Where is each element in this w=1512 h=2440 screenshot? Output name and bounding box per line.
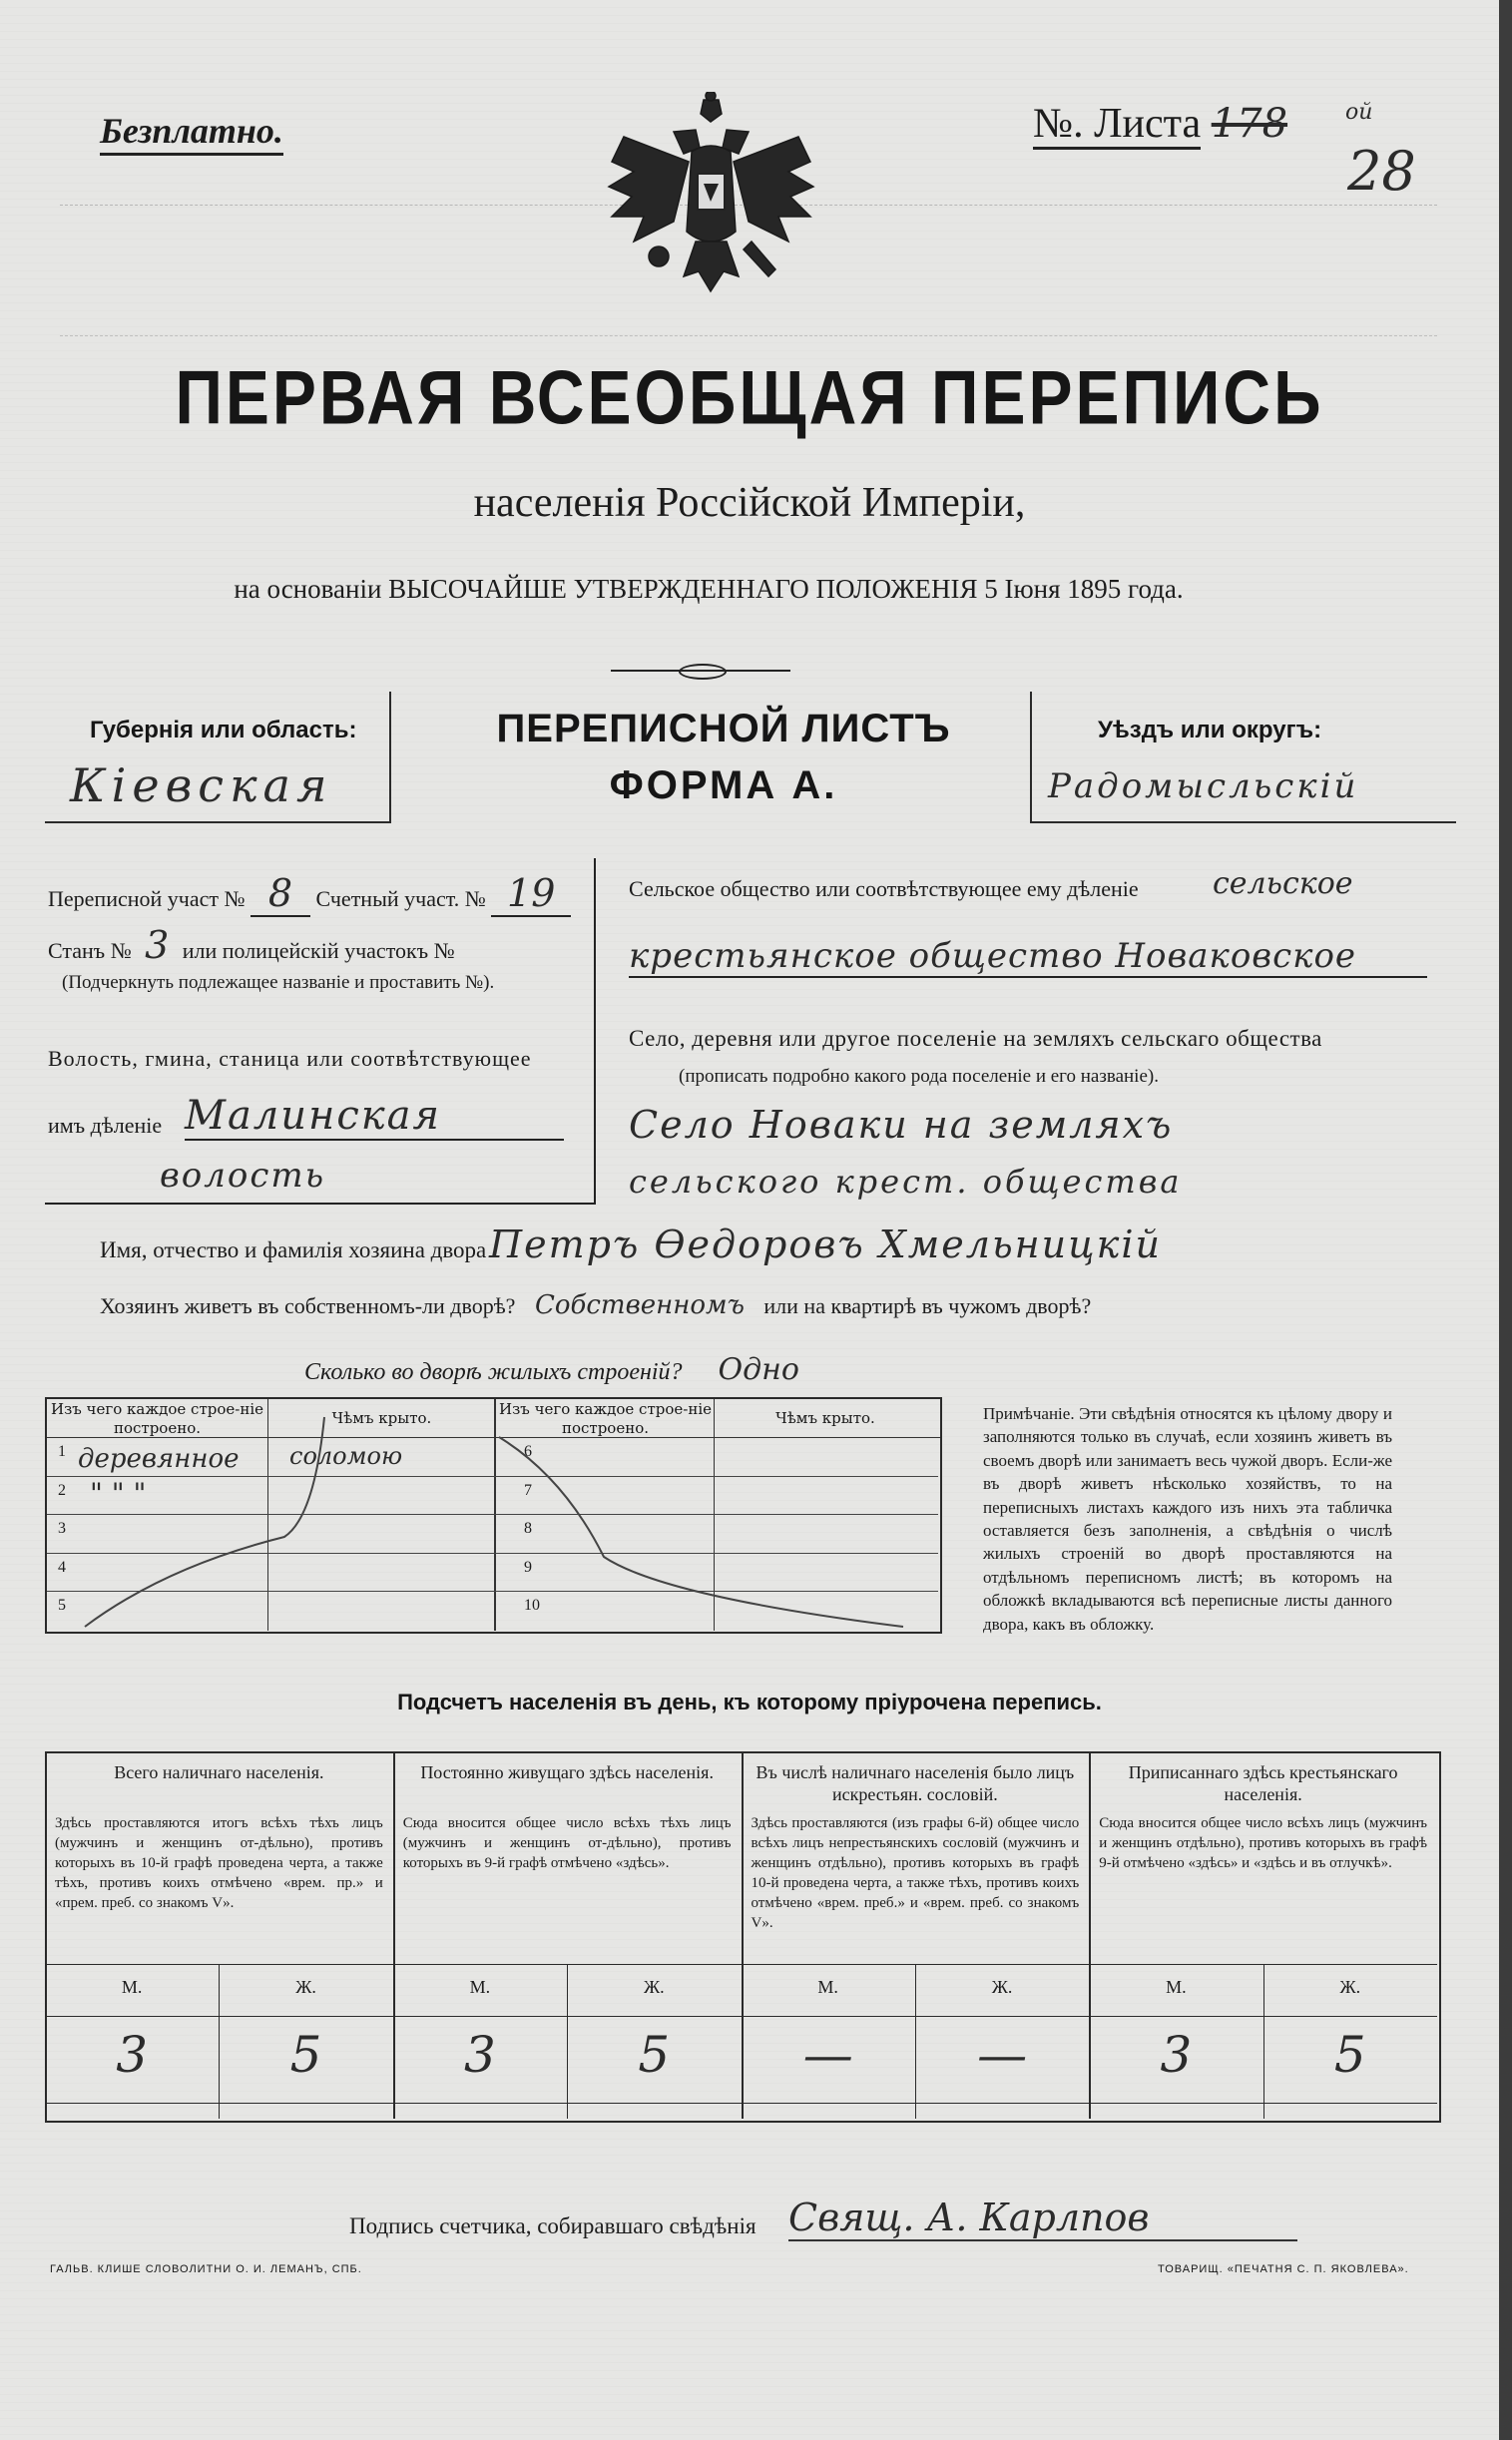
summary-rule: [45, 1964, 393, 1965]
summary-value-m: 3: [1160, 2026, 1193, 2084]
summary-rule: [393, 2016, 742, 2017]
society-label: Сельское общество или соотвѣтствующее ему дѣленіе: [629, 876, 1139, 901]
owner-value: Петръ Өедоровъ Хмельницкій: [489, 1222, 1162, 1266]
summary-value-zh: 5: [289, 2026, 322, 2084]
note-paragraph: Примѣчаніе. Эти свѣдѣнія относятся къ цѣлому двору и заполняются только въ случаѣ, если хозяинъ живетъ въ своемъ дворѣ или занимаетъ весь чужой дворъ. Если-же въ дворѣ живетъ нѣсколько хозяйствъ, то на переписныхъ листахъ каждого изъ нихъ эта табличка оставляется безъ заполненія, а свѣдѣнія о числѣ жилыхъ строеній во дворѣ проставляются на отдѣльномъ переписномъ листѣ; въ которомъ на обложкѣ вкладываются всѣ переписные листы данного двора, какъ въ обложку.: [983, 1404, 1392, 1634]
row1-roof: соломою: [289, 1442, 403, 1470]
summary-sex-label-m: М.: [469, 1977, 491, 1997]
building-col-b-right: Чѣмъ крыто.: [775, 1409, 875, 1427]
summary-group-description: Сюда вносится общее число всѣхъ тѣхъ лицъ (мужчинъ и женщинъ от-дѣльно), противъ которыхъ въ 9-й графѣ отмѣчено «здѣсь».: [402, 1815, 732, 1871]
gubernia-value: Кіевская: [70, 758, 333, 812]
summary-rule: [1089, 2103, 1437, 2104]
building-row-number-right: 9: [524, 1558, 532, 1576]
summary-group-description: Здѣсь проставляются (изъ графы 6-й) общее число всѣхъ лицъ непрестьянскихъ сословій (мужчинъ и женщинъ отдѣльно), противъ которыхъ въ графѣ 10-й проведена черта, а также тѣхъ, противъ коихъ отмѣчено «врем. преб.» и «врем. преб. со знакомъ V».: [751, 1815, 1080, 1931]
summary-sex-label-zh: Ж.: [1339, 1977, 1361, 1997]
summary-rule: [393, 1964, 742, 1965]
summary-sex-label-m: М.: [121, 1977, 143, 1997]
cancel-stroke-lines: [45, 1397, 938, 1630]
left-right-divider: [594, 858, 596, 1203]
volost-label: Волость, гмина, станица или соотвѣтствующее: [48, 1046, 532, 1071]
legal-basis: на основаніи ВЫСОЧАЙШЕ УТВЕРЖДЕННАГО ПОЛОЖЕНІЯ 5 Іюня 1895 года.: [234, 574, 1184, 604]
summary-rule: [45, 2103, 393, 2104]
signature-label: Подпись счетчика, собиравшаго свѣдѣнія: [349, 2213, 756, 2238]
building-row-number-left: 2: [58, 1481, 66, 1499]
building-row-number-left: 4: [58, 1558, 66, 1576]
summary-group-description: Сюда вносится общее число всѣхъ лицъ (мужчинъ и женщинъ отдѣльно), противъ которыхъ въ графѣ 9-й отмѣчено «здѣсь» и «здѣсь и въ отлучкѣ».: [1099, 1815, 1427, 1871]
summary-sex-label-m: М.: [817, 1977, 838, 1997]
building-row-number-left: 5: [58, 1597, 66, 1614]
summary-group-title: Всего наличнаго населенія.: [114, 1762, 324, 1782]
owner-label: Имя, отчество и фамилія хозяина двора: [100, 1237, 487, 1262]
summary-value-m: 3: [116, 2026, 149, 2084]
summary-rule: [1089, 1964, 1437, 1965]
volost-value-2: волость: [160, 1156, 326, 1196]
summary-group-title: Приписаннаго здѣсь крестьянскаго населенія.: [1128, 1762, 1398, 1804]
village-value-1: Село Новаки на земляхъ: [629, 1103, 1174, 1147]
signature-value: Свящ. А. Карлпов: [788, 2196, 1297, 2241]
building-col-b-left: Чѣмъ крыто.: [331, 1409, 432, 1427]
scan-edge: [1499, 0, 1512, 2440]
volost-value-1: Малинская: [185, 1093, 564, 1141]
gubernia-label: Губернія или область:: [90, 717, 357, 743]
uezd-label: Уѣздъ или округъ:: [1098, 717, 1322, 743]
building-row-number-right: 6: [524, 1443, 532, 1460]
sheet-number: №. Листа 178: [1033, 100, 1287, 148]
summary-sex-label-m: М.: [1166, 1977, 1187, 1997]
building-col-a-right: Изъ чего каждое строе-ніе построено.: [499, 1400, 713, 1437]
form-title-line1: ПЕРЕПИСНОЙ ЛИСТЪ: [496, 707, 951, 750]
left-block-bottom-rule: [45, 1203, 596, 1205]
sheet-number-handwritten-sup: ой: [1345, 100, 1373, 125]
form-title-line2: ФОРМА А.: [609, 763, 838, 807]
stan-row: Станъ № 3 или полицейскій участокъ №: [48, 923, 455, 967]
row1-material: деревянное: [78, 1444, 240, 1474]
summary-value-zh: —: [977, 2026, 1028, 2084]
village-value-2: сельского крест. общества: [629, 1163, 1183, 1201]
summary-heading: Подсчетъ населенія въ день, къ которому пріурочена перепись.: [397, 1690, 1102, 1714]
summary-value-m: —: [802, 2026, 853, 2084]
building-row-number-right: 10: [524, 1597, 540, 1614]
building-row-number-left: 1: [58, 1443, 66, 1460]
society-value-2: крестьянское общество Новаковское: [629, 936, 1427, 978]
summary-sex-label-zh: Ж.: [295, 1977, 316, 1997]
summary-sex-label-zh: Ж.: [991, 1977, 1013, 1997]
summary-group-description: Здѣсь проставляются итогъ всѣхъ тѣхъ лицъ (мужчинъ и женщинъ от-дѣльно), противъ которыхъ въ 10-й графѣ проведена черта, а также тѣхъ, противъ коихъ отмѣчено «врем. пр.» и «прем. преб. со знакомъ V».: [55, 1815, 383, 1911]
ornament-divider-center: [679, 664, 727, 680]
village-note: (прописать подробно какого рода поселеніе и его названіе).: [679, 1066, 1159, 1087]
building-col-a-left: Изъ чего каждое строе-ніе построено.: [50, 1400, 263, 1437]
society-value-1: сельское: [1213, 866, 1353, 901]
building-row-number-right: 7: [524, 1481, 532, 1499]
summary-rule: [742, 2103, 1090, 2104]
summary-rule: [45, 2016, 393, 2017]
uezd-value: Радомысльскій: [1048, 766, 1359, 806]
main-title: ПЕРВАЯ ВСЕОБЩАЯ ПЕРЕПИСЬ: [175, 354, 1324, 440]
stan-note: (Подчеркнуть подлежащее названіе и проставить №).: [62, 972, 495, 993]
village-label: Село, деревня или другое поселеніе на земляхъ сельскаго общества: [629, 1026, 1322, 1051]
census-area-row: Переписной участ № 8 Счетный участ. № 19: [48, 871, 571, 917]
summary-rule: [742, 2016, 1090, 2017]
footer-right: ТОВАРИЩ. «ПЕЧАТНЯ С. П. ЯКОВЛЕВА».: [1158, 2263, 1409, 2275]
summary-rule: [393, 2103, 742, 2104]
subtitle: населенія Россійской Имперіи,: [473, 480, 1026, 526]
summary-value-m: 3: [464, 2026, 496, 2084]
summary-value-zh: 5: [638, 2026, 671, 2084]
summary-group-title: Въ числѣ наличнаго населенія было лицъ искрестьян. сословій.: [756, 1762, 1075, 1804]
summary-sex-label-zh: Ж.: [643, 1977, 665, 1997]
volost-label-2: имъ дѣленіе: [48, 1113, 163, 1138]
row2-ditto: " " ": [90, 1477, 147, 1510]
summary-rule: [1089, 2016, 1437, 2017]
summary-group-title: Постоянно живущаго здѣсь населенія.: [420, 1762, 714, 1782]
summary-value-zh: 5: [1333, 2026, 1366, 2084]
free-label: Безплатно.: [100, 110, 283, 152]
sheet-number-handwritten: 28: [1347, 140, 1416, 203]
buildings-row: Сколько во дворѣ жилыхъ строеній? Одно: [304, 1352, 799, 1387]
building-row-number-right: 8: [524, 1520, 532, 1537]
residence-row: Хозяинъ живетъ въ собственномъ-ли дворѣ? Собственномъ или на квартирѣ въ чужомъ дворѣ?: [100, 1290, 1092, 1320]
imperial-eagle-emblem: [604, 92, 818, 311]
building-row-number-left: 3: [58, 1520, 66, 1537]
summary-rule: [742, 1964, 1090, 1965]
footer-left: ГАЛЬВ. КЛИШЕ СЛОВОЛИТНИ О. И. ЛЕМАНЪ, СПБ.: [50, 2263, 362, 2275]
